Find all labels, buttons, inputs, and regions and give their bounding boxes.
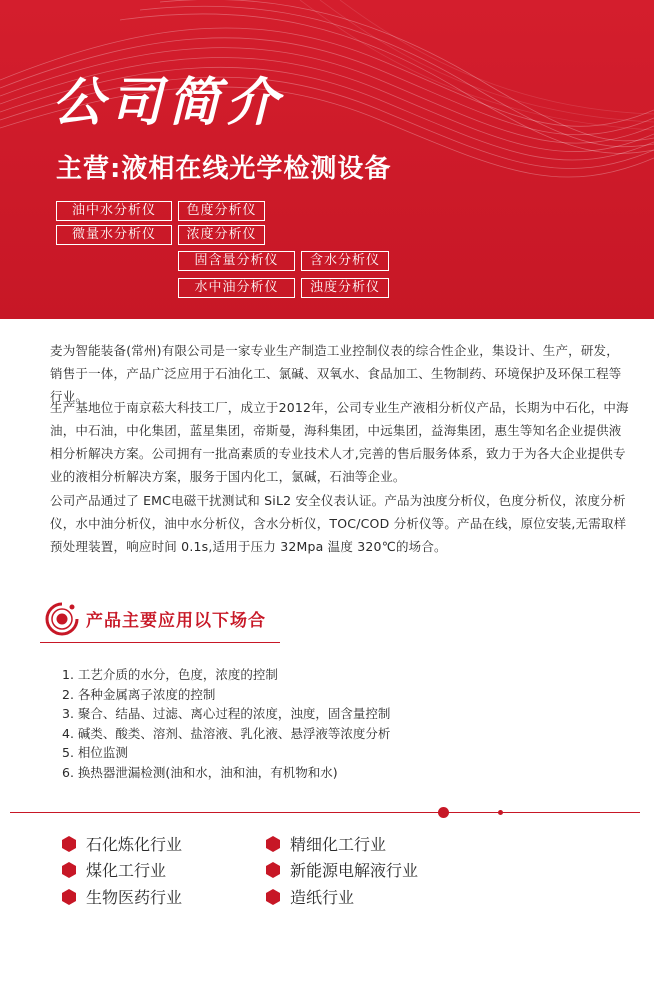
hexagon-bullet-icon: [62, 862, 76, 878]
industry-item-new-energy-electrolyte: [266, 858, 418, 881]
hexagon-bullet-icon: [62, 836, 76, 852]
list-item: 3. 聚合、结晶、过滤、离心过程的浓度，浊度，固含量控制: [62, 706, 391, 721]
applications-heading: 产品主要应用以下场合: [86, 611, 266, 631]
tag-solid-content-analyzer: 固含量分析仪: [178, 251, 295, 271]
hexagon-bullet-icon: [266, 836, 280, 852]
industry-item-papermaking: [266, 885, 354, 908]
list-item: 6. 换热器泄漏检测(油和水，油和油，有机物和水): [62, 764, 338, 780]
industry-label: 石化炼化行业: [86, 835, 183, 854]
industry-item-fine-chemical: [266, 832, 386, 855]
list-item: 2. 各种金属离子浓度的控制: [62, 686, 216, 702]
industry-item-coal-chemical: [62, 858, 166, 881]
hexagon-bullet-icon: [266, 862, 280, 878]
tag-turbidity-analyzer: 浊度分析仪: [301, 278, 389, 298]
industry-item-petrochemical: [62, 832, 182, 855]
production-base-paragraph: 生产基地位于南京菘大科技工厂，成立于2012年，公司专业生产液相分析仪产品，长期为中石化，中海油，中石油，中化集团，蓝星集团，帝斯曼，海科集团，中远集团，益海集团，惠生等知名企业提供液相分析解决方案。公司拥有一批高素质的专业技术人才,完善的售后服务体系，致力于为各大企业提供专业的液相分析解决方案，服务于国内化工，氯碱，石油等企业。: [50, 400, 629, 484]
target-circle-icon: [44, 601, 80, 637]
main-business-heading: 主营:液相在线光学检测设备: [56, 154, 392, 184]
header-banner: [0, 0, 654, 319]
list-item: 4. 碱类、酸类、溶剂、盐溶液、乳化液、悬浮液等浓度分析: [62, 725, 391, 741]
section-divider: [10, 812, 640, 813]
tag-color-analyzer: 色度分析仪: [178, 201, 265, 221]
industry-label: 造纸行业: [290, 888, 355, 907]
tag-concentration-analyzer: 浓度分析仪: [178, 225, 265, 245]
industry-label: 煤化工行业: [86, 861, 167, 880]
industry-item-biomedicine: [62, 885, 182, 908]
applications-list: [62, 665, 390, 782]
divider-dot-small: [498, 810, 503, 815]
tag-oil-in-water-analyzer: 油中水分析仪: [56, 201, 172, 221]
page-title: 公司简介: [52, 73, 285, 133]
industry-label: 精细化工行业: [290, 835, 387, 854]
industry-label: 生物医药行业: [86, 888, 183, 907]
heading-underline: [40, 642, 280, 643]
hexagon-bullet-icon: [266, 889, 280, 905]
divider-dot-large: [438, 807, 449, 818]
tag-trace-water-analyzer: 微量水分析仪: [56, 225, 172, 245]
tag-water-content-analyzer: 含水分析仪: [301, 251, 389, 271]
tag-water-in-oil-analyzer: 水中油分析仪: [178, 278, 295, 298]
hexagon-bullet-icon: [62, 889, 76, 905]
list-item: 1. 工艺介质的水分，色度，浓度的控制: [62, 667, 278, 682]
list-item: 5. 相位监测: [62, 745, 128, 760]
certification-paragraph: 公司产品通过了 EMC电磁干扰测试和 SiL2 安全仪表认证。产品为浊度分析仪，色度分析仪，浓度分析仪，水中油分析仪，油中水分析仪，含水分析仪，TOC/COD 分析仪等。产品在线，原位安装,无需取样预处理装置，响应时间 0.1s,适用于压力 32Mpa 温度 320℃的场合。: [50, 493, 627, 554]
company-intro-paragraph: 麦为智能装备(常州)有限公司是一家专业生产制造工业控制仪表的综合性企业，集设计、生产，研发，销售于一体，产品广泛应用于石油化工、氯碱、双氧水、食品加工、生物制药、环境保护及环保工程等行业。: [50, 343, 622, 404]
industry-label: 新能源电解液行业: [290, 861, 419, 880]
